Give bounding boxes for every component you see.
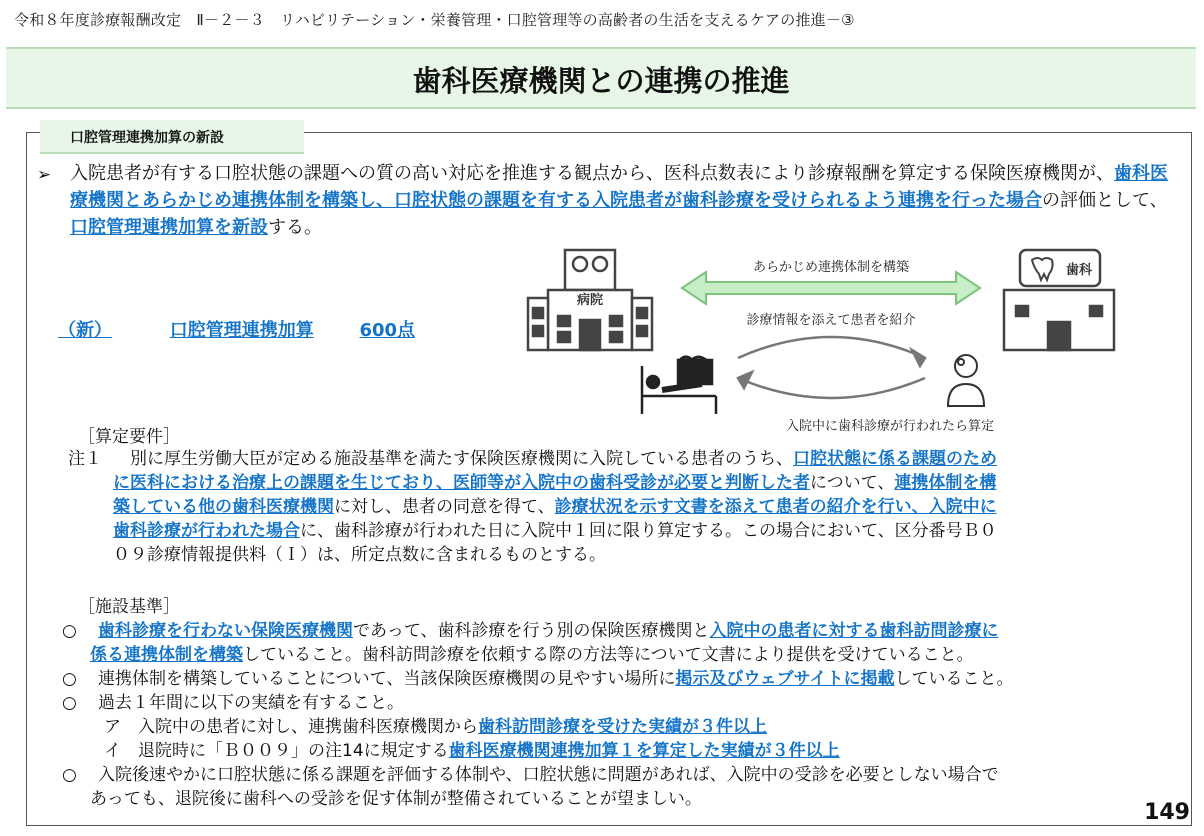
double-arrow-icon <box>682 272 980 304</box>
summary-highlight: 歯科医療機関とあらかじめ連携体制を構築し、口腔状態の課題を有する入院患者が歯科診療を受けられるよう連携を行った場合 <box>70 163 1168 211</box>
facility-line <box>98 668 1013 690</box>
calc-label: 入院中に歯科診療が行われたら算定 <box>785 419 995 434</box>
facility-text: イ 退院時に「Ｂ００９」の注14に規定する <box>104 741 449 761</box>
referral-label: 診療情報を添えて患者を紹介 <box>746 313 916 328</box>
referral-diagram <box>520 246 1120 436</box>
circle-bullet-icon: ○ <box>62 669 77 689</box>
doctor-icon <box>948 355 984 406</box>
requirements-heading: ［算定要件］ <box>78 427 180 447</box>
facility-highlight: 係る連携体制を構築 <box>90 645 243 665</box>
page-title: 歯科医療機関との連携の推進 <box>412 64 790 98</box>
facility-line: あっても、退院後に歯科への受診を促す体制が整備されていることが望ましい。 <box>90 789 702 809</box>
cycle-arrows-icon <box>738 337 925 398</box>
req-highlight: に医科における治療上の課題を生じており、医師等が入院中の歯科受診が必要と判断した者 <box>113 473 810 493</box>
facility-highlight: 歯科診療を行わない保険医療機関 <box>98 621 353 641</box>
addition-points: 600点 <box>359 320 416 341</box>
circle-bullet-icon: ○ <box>62 621 77 641</box>
bullet-icon: ➢ <box>37 165 52 185</box>
facility-text: していること。歯科訪問診療を依頼する際の方法等について文書により提供を受けていること。 <box>243 645 974 665</box>
circle-bullet-icon: ○ <box>62 765 77 785</box>
points-line <box>58 316 415 342</box>
requirement-line: ０９診療情報提供料（Ｉ）は、所定点数に含まれるものとする。 <box>113 545 606 565</box>
summary-paragraph <box>70 160 1175 241</box>
req-text: について、 <box>810 473 895 493</box>
facility-line: 過去１年間に以下の実績を有すること。 <box>98 693 404 713</box>
req-highlight: 連携体制を構 <box>894 473 997 493</box>
facility-text: 連携体制を構築していることについて、当該保険医療機関の見やすい場所に <box>98 669 676 689</box>
req-highlight: 口腔状態に係る課題のため <box>793 449 997 469</box>
facility-highlight: 歯科医療機関連携加算１を算定した実績が３件以上 <box>448 741 840 761</box>
req-text: に、歯科診療が行われた日に入院中１回に限り算定する。この場合において、区分番号Ｂ０ <box>300 521 997 541</box>
facility-text: であって、歯科診療を行う別の保険医療機関と <box>353 621 710 641</box>
facility-highlight: 入院中の患者に対する歯科訪問診療に <box>709 621 999 641</box>
requirement-line <box>113 472 996 494</box>
page-number: 149 <box>1144 800 1190 825</box>
breadcrumb: 令和８年度診療報酬改定 Ⅱ－２－３ リハビリテーション・栄養管理・口腔管理等の高齢者の生活を支えるケアの推進－③ <box>14 11 855 29</box>
addition-name: 口腔管理連携加算 <box>169 320 314 341</box>
facility-text: ア 入院中の患者に対し、連携歯科医療機関から <box>104 717 478 737</box>
hospital-label: 病院 <box>576 293 604 308</box>
requirement-line <box>113 496 997 518</box>
req-highlight: 築している他の歯科医療機関 <box>113 497 334 517</box>
facility-subline <box>104 716 767 738</box>
summary-text: 入院患者が有する口腔状態の課題への質の高い対応を推進する観点から、医科点数表により診療報酬を算定する保険医療機関が、 <box>70 163 1114 184</box>
facility-heading: ［施設基準］ <box>78 597 180 617</box>
title-band <box>6 47 1196 109</box>
patient-bed-icon <box>642 357 716 414</box>
new-marker: （新） <box>58 320 112 341</box>
req-text: 別に厚生労働大臣が定める施設基準を満たす保険医療機関に入院している患者のうち、 <box>130 449 793 469</box>
requirement-line <box>130 448 997 470</box>
req-highlight: 歯科診療が行われた場合 <box>113 521 300 541</box>
dental-label: 歯科 <box>1065 263 1093 278</box>
arrow-label: あらかじめ連携体制を構築 <box>752 260 910 275</box>
summary-text: の評価として、 <box>1042 190 1168 211</box>
requirement-note-label: 注１ <box>68 449 102 469</box>
requirement-line <box>113 520 997 542</box>
summary-text: する。 <box>268 217 322 238</box>
section-tab-label: 口腔管理連携加算の新設 <box>70 130 224 146</box>
dental-clinic-icon <box>1004 250 1114 350</box>
facility-highlight: 歯科訪問診療を受けた実績が３件以上 <box>478 717 767 737</box>
facility-highlight: 掲示及びウェブサイトに掲載 <box>675 669 895 689</box>
facility-line <box>98 620 999 642</box>
section-tab <box>40 120 304 154</box>
circle-bullet-icon: ○ <box>62 693 77 713</box>
req-text: に対し、患者の同意を得て、 <box>334 497 555 517</box>
facility-text: していること。 <box>894 669 1014 689</box>
facility-line <box>90 644 974 666</box>
summary-highlight: 口腔管理連携加算を新設 <box>70 217 268 238</box>
facility-subline <box>104 740 840 762</box>
facility-line: 入院後速やかに口腔状態に係る課題を評価する体制や、口腔状態に問題があれば、入院中の受診を必要としない場合で <box>98 765 999 785</box>
req-highlight: 診療状況を示す文書を添えて患者の紹介を行い、入院中に <box>554 497 997 517</box>
